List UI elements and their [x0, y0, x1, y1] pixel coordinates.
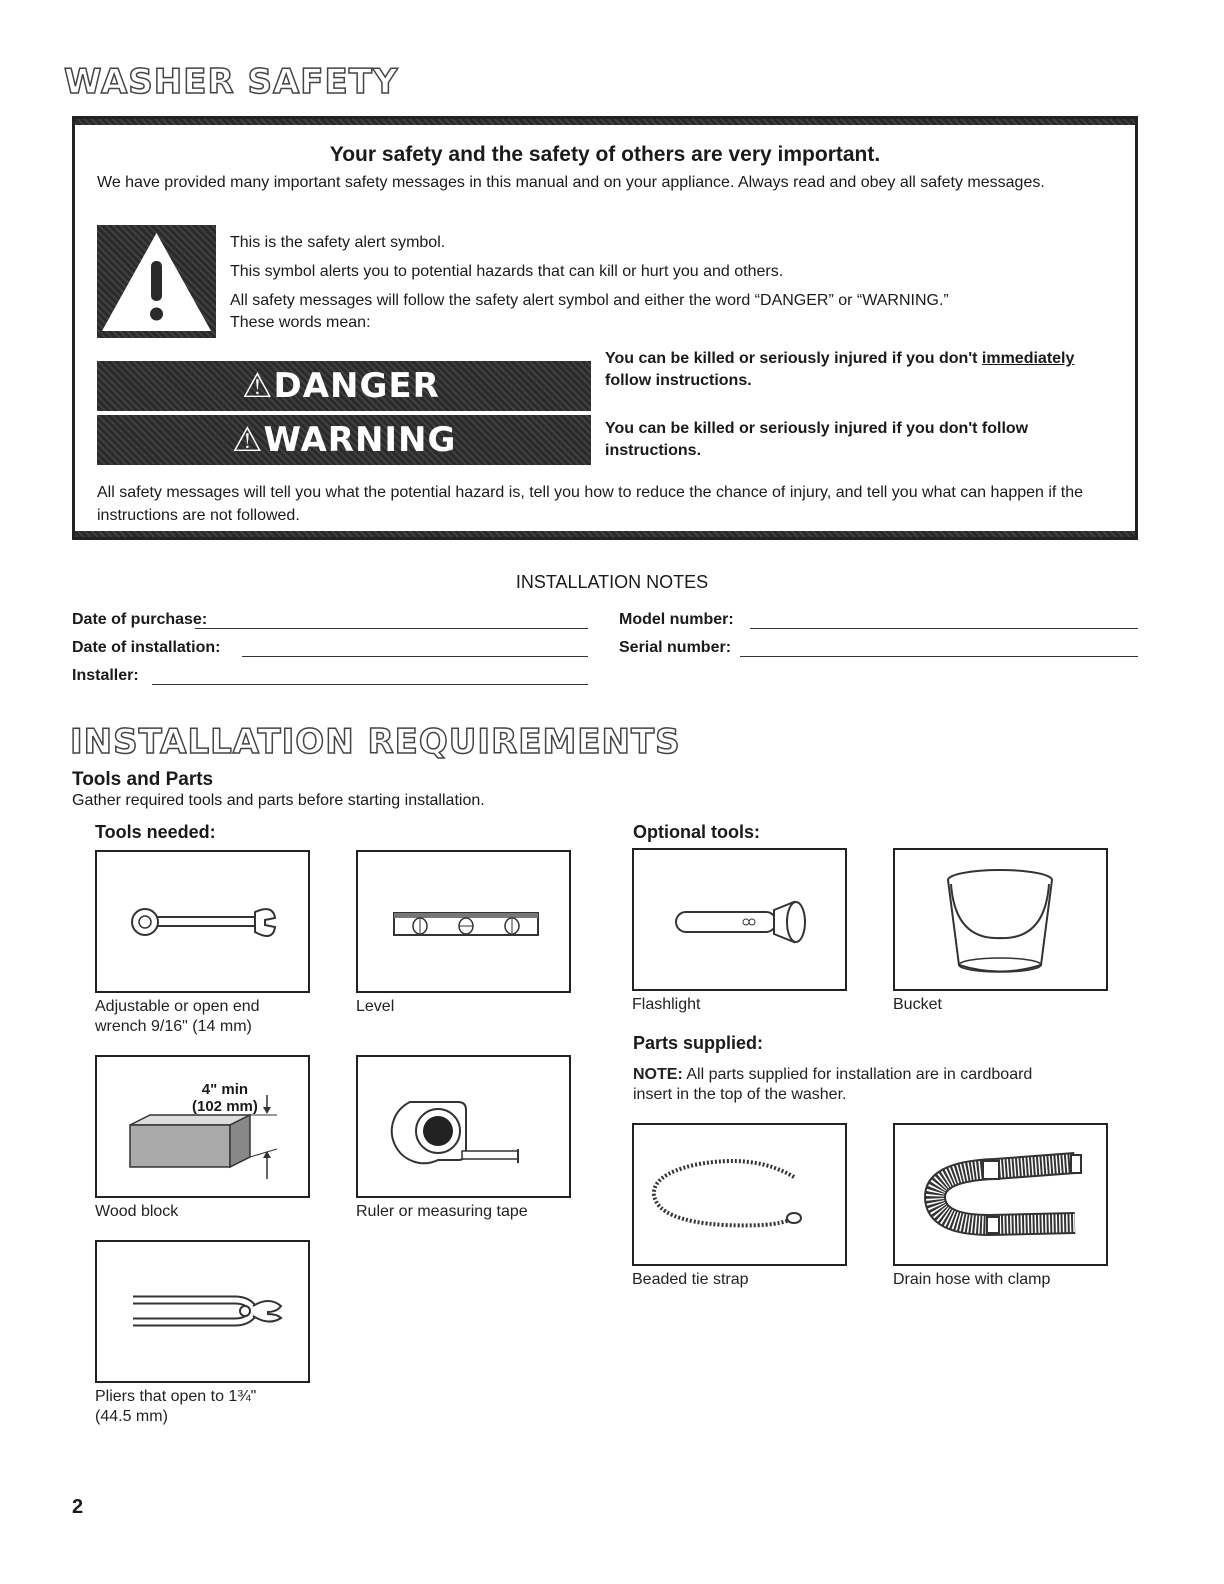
- wood-block-box: [95, 1055, 310, 1198]
- wood-block-mm: (102 mm): [192, 1098, 258, 1115]
- danger-text-underlined: immediately: [981, 350, 1075, 367]
- wrench-icon: [97, 852, 308, 991]
- warning-signal-bar: [97, 415, 591, 465]
- symbol-line-2: This symbol alerts you to potential hazards that can kill or hurt you and others.: [230, 263, 784, 280]
- measuring-tape-icon: [358, 1057, 569, 1196]
- wood-block-dimension: [192, 1081, 258, 1115]
- pliers-icon: [97, 1242, 308, 1381]
- safety-alert-symbol: [97, 225, 216, 338]
- optional-tools-heading: Optional tools:: [633, 822, 760, 842]
- wrench-caption: Adjustable or open end wrench 9/16" (14 mm): [95, 998, 260, 1035]
- safety-alert-triangle-icon: [97, 225, 216, 338]
- danger-text-b: follow instructions.: [605, 372, 752, 389]
- danger-description: [605, 348, 1135, 392]
- installation-requirements-title: INSTALLATION REQUIREMENTS: [70, 722, 681, 762]
- serial-number-line[interactable]: [740, 656, 1138, 657]
- danger-text-a: You can be killed or seriously injured if you don't: [605, 350, 982, 367]
- danger-label: DANGER: [273, 366, 440, 406]
- wood-block-caption: Wood block: [95, 1203, 179, 1220]
- flashlight-icon: [634, 850, 845, 989]
- danger-signal-bar: [97, 361, 591, 411]
- date-of-installation-line[interactable]: [242, 656, 588, 657]
- bucket-box: [893, 848, 1108, 991]
- note-text: All parts supplied for installation are in cardboard insert in the top of the washer.: [633, 1066, 1033, 1103]
- model-number-label: Model number:: [619, 611, 734, 628]
- date-of-purchase-line[interactable]: [195, 628, 588, 629]
- safety-footer: All safety messages will tell you what the potential hazard is, tell you how to reduce the chance of injury, and tell you what can happen if the instructions are not followed.: [97, 484, 1084, 524]
- washer-safety-title: WASHER SAFETY: [64, 62, 399, 102]
- date-of-installation-label: Date of installation:: [72, 639, 221, 656]
- warning-description: You can be killed or seriously injured if you don't follow instructions.: [605, 420, 1029, 459]
- symbol-line-4: These words mean:: [230, 314, 371, 331]
- level-icon: [358, 852, 569, 991]
- safety-box-bottom-band: [75, 531, 1135, 537]
- date-of-purchase-label: Date of purchase:: [72, 611, 208, 628]
- serial-number-label: Serial number:: [619, 639, 732, 656]
- installer-label: Installer:: [72, 667, 139, 684]
- tools-and-parts-subtitle: Tools and Parts: [72, 769, 214, 790]
- tape-caption: Ruler or measuring tape: [356, 1203, 528, 1220]
- note-label: NOTE:: [633, 1066, 683, 1083]
- safety-heading: Your safety and the safety of others are very important.: [329, 143, 881, 166]
- flashlight-box: [632, 848, 847, 991]
- wood-block-min: 4" min: [201, 1081, 249, 1098]
- pliers-box: [95, 1240, 310, 1383]
- warning-label: WARNING: [263, 420, 457, 460]
- tie-strap-caption: Beaded tie strap: [632, 1271, 749, 1288]
- safety-box-top-band: [75, 119, 1135, 125]
- symbol-line-3: All safety messages will follow the safety alert symbol and either the word “DANGER” or “WARNING.”: [230, 292, 949, 309]
- tools-and-parts-intro: Gather required tools and parts before starting installation.: [72, 792, 485, 809]
- drain-hose-box: [893, 1123, 1108, 1266]
- safety-box: [72, 116, 1138, 540]
- level-caption: Level: [356, 998, 395, 1015]
- parts-supplied-heading: Parts supplied:: [633, 1033, 764, 1053]
- level-box: [356, 850, 571, 993]
- page-number: 2: [72, 1496, 84, 1518]
- bucket-caption: Bucket: [893, 996, 942, 1013]
- wood-block-icon: [97, 1057, 308, 1196]
- model-number-line[interactable]: [750, 628, 1138, 629]
- tie-strap-box: [632, 1123, 847, 1266]
- tape-box: [356, 1055, 571, 1198]
- symbol-line-1: This is the safety alert symbol.: [230, 234, 446, 251]
- warning-alert-icon: ⚠: [232, 420, 264, 460]
- danger-alert-icon: ⚠: [242, 366, 274, 406]
- wrench-box: [95, 850, 310, 993]
- parts-note: [633, 1065, 1033, 1105]
- bucket-icon: [895, 850, 1106, 989]
- flashlight-caption: Flashlight: [632, 996, 701, 1013]
- drain-hose-icon: [895, 1125, 1106, 1264]
- pliers-caption: Pliers that open to 1¾" (44.5 mm): [95, 1388, 257, 1425]
- installation-notes-title: INSTALLATION NOTES: [515, 572, 709, 592]
- tie-strap-icon: [634, 1125, 845, 1264]
- safety-intro: We have provided many important safety messages in this manual and on your appliance. Always read and obey all safety messages.: [97, 174, 1045, 191]
- drain-hose-caption: Drain hose with clamp: [893, 1271, 1051, 1288]
- tools-needed-heading: Tools needed:: [95, 822, 216, 842]
- installer-line[interactable]: [152, 684, 588, 685]
